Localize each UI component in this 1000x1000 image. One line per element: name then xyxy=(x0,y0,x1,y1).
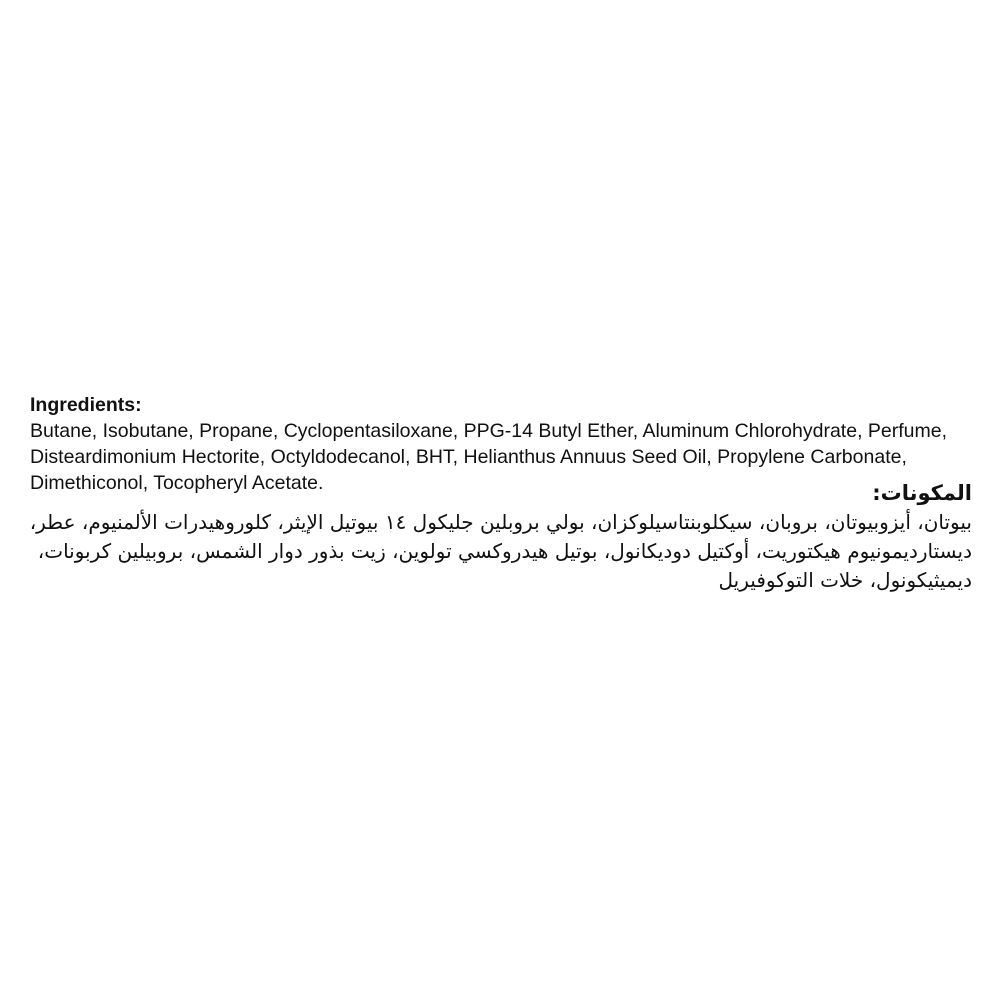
arabic-ingredients xyxy=(12,478,972,595)
arabic-ingredients-list: بيوتان، أيزوبيوتان، بروبان، سيكلوبنتاسيلوكزان، بولي بروبلين جليكول ١٤ بيوتيل الإيثر، كلوروهيدرات الألمنيوم، عطر، ديستارديمونيوم هيكتوريت، أوكتيل دوديكانول، بوتيل هيدروكسي تولوين، زيت بذور دوار الشمس، بروبيلين كربونات، ديميثيكونول، خلات التوكوفيريل xyxy=(29,510,972,592)
arabic-ingredients-heading: المكونات: xyxy=(872,481,972,505)
english-ingredients-list: Butane, Isobutane, Propane, Cyclopentasiloxane, PPG-14 Butyl Ether, Aluminum Chlorohydrate, Perfume, Disteardimonium Hectorite, Octyldodecanol, BHT, Helianthus Annuus Seed Oil, Propylene Carbonate, Dimethiconol, Tocopheryl Acetate. xyxy=(30,420,948,494)
english-ingredients-heading: Ingredients: xyxy=(30,394,142,416)
